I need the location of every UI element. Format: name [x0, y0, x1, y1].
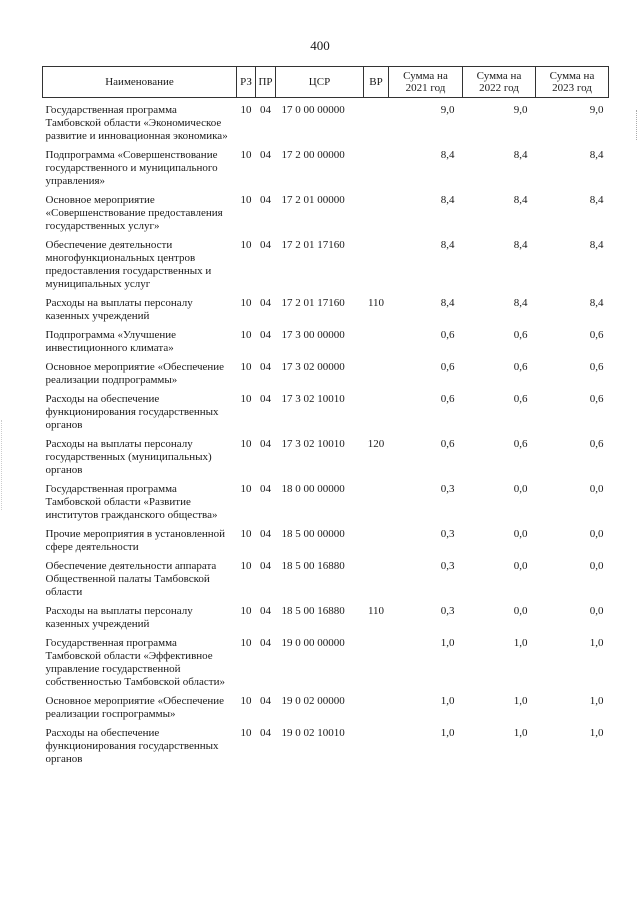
cell-rz: 10 — [240, 605, 252, 617]
cell-name: Подпрограмма «Совершенствование государственного и муниципального управления» — [45, 149, 218, 187]
cell-sum-2023: 0,0 — [589, 483, 604, 495]
cell-sum-2023: 8,4 — [589, 239, 604, 251]
table-body — [43, 98, 609, 773]
cell-sum-2022: 0,0 — [513, 528, 528, 540]
cell-sum-2021: 1,0 — [440, 695, 455, 707]
page-number: 400 — [310, 38, 330, 53]
cell-vr — [364, 194, 389, 239]
header-sum-2023: Сумма на 2023 год — [536, 67, 609, 98]
table-row — [43, 528, 609, 560]
cell-name: Расходы на обеспечение функционирования государственных органов — [45, 727, 219, 765]
cell-rz: 10 — [240, 329, 252, 341]
header-vr: ВР — [364, 67, 389, 98]
cell-name: Расходы на выплаты персоналу государственных (муниципальных) органов — [45, 438, 212, 476]
cell-sum-2021: 0,6 — [440, 329, 455, 341]
header-rz: РЗ — [237, 67, 256, 98]
cell-rz: 10 — [240, 483, 252, 495]
cell-rz: 10 — [240, 438, 252, 450]
cell-pr: 04 — [260, 149, 271, 161]
cell-sum-2021: 0,6 — [440, 393, 455, 405]
cell-sum-2021: 0,6 — [440, 361, 455, 373]
cell-name: Обеспечение деятельности аппарата Общественной палаты Тамбовской области — [45, 560, 217, 598]
cell-csr: 17 2 01 17160 — [281, 239, 345, 251]
budget-table — [42, 66, 609, 772]
cell-pr: 04 — [260, 605, 271, 617]
table-row — [43, 297, 609, 329]
cell-sum-2022: 8,4 — [513, 297, 528, 309]
cell-name: Государственная программа Тамбовской области «Экономическое развитие и инновационная экономика» — [45, 104, 228, 142]
cell-sum-2022: 8,4 — [513, 239, 528, 251]
cell-csr: 19 0 02 10010 — [281, 727, 345, 739]
cell-sum-2023: 0,6 — [589, 361, 604, 373]
cell-vr — [364, 98, 389, 150]
header-csr: ЦСР — [276, 67, 364, 98]
cell-rz: 10 — [240, 149, 252, 161]
cell-rz: 10 — [240, 297, 252, 309]
cell-sum-2022: 8,4 — [513, 149, 528, 161]
cell-sum-2021: 8,4 — [440, 149, 455, 161]
cell-name: Расходы на выплаты персоналу казенных учреждений — [45, 297, 193, 322]
cell-name: Расходы на выплаты персоналу казенных учреждений — [45, 605, 193, 630]
cell-pr: 04 — [260, 361, 271, 373]
table-header-row — [43, 67, 609, 98]
cell-vr — [364, 637, 389, 695]
cell-sum-2023: 8,4 — [589, 297, 604, 309]
header-pr: ПР — [256, 67, 276, 98]
cell-csr: 18 5 00 16880 — [281, 560, 345, 572]
cell-vr: 110 — [367, 605, 385, 617]
cell-csr: 18 5 00 00000 — [281, 528, 345, 540]
cell-sum-2022: 0,6 — [513, 438, 528, 450]
cell-csr: 17 3 02 10010 — [281, 438, 345, 450]
cell-csr: 17 2 01 17160 — [281, 297, 345, 309]
cell-sum-2023: 0,0 — [589, 560, 604, 572]
cell-csr: 19 0 00 00000 — [281, 637, 345, 649]
cell-rz: 10 — [240, 637, 252, 649]
cell-rz: 10 — [240, 528, 252, 540]
cell-sum-2023: 9,0 — [589, 104, 604, 116]
cell-sum-2021: 1,0 — [440, 637, 455, 649]
cell-pr: 04 — [260, 483, 271, 495]
cell-sum-2021: 0,3 — [440, 560, 455, 572]
cell-name: Государственная программа Тамбовской области «Развитие институтов гражданского общества» — [45, 483, 218, 521]
cell-pr: 04 — [260, 637, 271, 649]
cell-rz: 10 — [240, 239, 252, 251]
cell-name: Обеспечение деятельности многофункциональных центров предоставления государственных и муниципальных услуг — [45, 239, 212, 290]
table-row — [43, 483, 609, 528]
cell-sum-2022: 0,6 — [513, 361, 528, 373]
cell-rz: 10 — [240, 560, 252, 572]
cell-csr: 17 3 02 10010 — [281, 393, 345, 405]
cell-sum-2023: 8,4 — [589, 149, 604, 161]
cell-sum-2022: 9,0 — [513, 104, 528, 116]
cell-csr: 17 2 01 00000 — [281, 194, 345, 206]
cell-rz: 10 — [240, 727, 252, 739]
cell-vr: 120 — [367, 438, 385, 450]
header-sum-2021: Сумма на 2021 год — [389, 67, 463, 98]
cell-vr: 110 — [367, 297, 385, 309]
cell-sum-2021: 9,0 — [440, 104, 455, 116]
table-row — [43, 605, 609, 637]
cell-vr — [364, 560, 389, 605]
cell-pr: 04 — [260, 104, 271, 116]
cell-sum-2022: 0,0 — [513, 483, 528, 495]
cell-name: Прочие мероприятия в установленной сфере деятельности — [45, 528, 226, 553]
cell-pr: 04 — [260, 329, 271, 341]
cell-sum-2022: 0,0 — [513, 605, 528, 617]
cell-pr: 04 — [260, 194, 271, 206]
cell-sum-2022: 0,6 — [513, 329, 528, 341]
scan-edge-mark-left — [1, 420, 3, 510]
table-row — [43, 194, 609, 239]
cell-name: Расходы на обеспечение функционирования государственных органов — [45, 393, 219, 431]
cell-sum-2023: 0,6 — [589, 329, 604, 341]
cell-sum-2022: 8,4 — [513, 194, 528, 206]
table-row — [43, 637, 609, 695]
table-row — [43, 727, 609, 772]
cell-sum-2021: 8,4 — [440, 194, 455, 206]
table-row — [43, 438, 609, 483]
cell-sum-2022: 1,0 — [513, 695, 528, 707]
cell-sum-2022: 0,6 — [513, 393, 528, 405]
cell-vr — [364, 239, 389, 297]
cell-csr: 17 3 00 00000 — [281, 329, 345, 341]
cell-sum-2023: 0,6 — [589, 393, 604, 405]
cell-rz: 10 — [240, 393, 252, 405]
header-sum-2022: Сумма на 2022 год — [463, 67, 536, 98]
cell-vr — [364, 483, 389, 528]
table-row — [43, 98, 609, 150]
cell-sum-2021: 0,3 — [440, 605, 455, 617]
table-row — [43, 239, 609, 297]
cell-pr: 04 — [260, 528, 271, 540]
cell-pr: 04 — [260, 297, 271, 309]
cell-name: Государственная программа Тамбовской области «Эффективное управление государственной собственностью Тамбовской области» — [45, 637, 225, 688]
cell-vr — [364, 361, 389, 393]
table-row — [43, 149, 609, 194]
cell-vr — [364, 695, 389, 727]
cell-rz: 10 — [240, 361, 252, 373]
cell-sum-2023: 0,0 — [589, 605, 604, 617]
cell-sum-2022: 1,0 — [513, 727, 528, 739]
cell-name: Подпрограмма «Улучшение инвестиционного климата» — [45, 329, 177, 354]
cell-sum-2023: 8,4 — [589, 194, 604, 206]
table-row — [43, 560, 609, 605]
header-name: Наименование — [43, 67, 237, 98]
cell-pr: 04 — [260, 438, 271, 450]
cell-name: Основное мероприятие «Совершенствование предоставления государственных услуг» — [45, 194, 223, 232]
cell-vr — [364, 727, 389, 772]
cell-name: Основное мероприятие «Обеспечение реализации госпрограммы» — [45, 695, 225, 720]
cell-csr: 17 0 00 00000 — [281, 104, 345, 116]
table-row — [43, 361, 609, 393]
cell-sum-2021: 1,0 — [440, 727, 455, 739]
cell-rz: 10 — [240, 104, 252, 116]
cell-pr: 04 — [260, 393, 271, 405]
cell-sum-2023: 1,0 — [589, 637, 604, 649]
table-row — [43, 393, 609, 438]
cell-name: Основное мероприятие «Обеспечение реализации подпрограммы» — [45, 361, 225, 386]
cell-pr: 04 — [260, 727, 271, 739]
cell-vr — [364, 149, 389, 194]
cell-sum-2023: 0,0 — [589, 528, 604, 540]
cell-csr: 19 0 02 00000 — [281, 695, 345, 707]
cell-csr: 17 3 02 00000 — [281, 361, 345, 373]
cell-rz: 10 — [240, 695, 252, 707]
cell-vr — [364, 528, 389, 560]
cell-pr: 04 — [260, 695, 271, 707]
cell-sum-2023: 0,6 — [589, 438, 604, 450]
cell-csr: 18 5 00 16880 — [281, 605, 345, 617]
cell-sum-2022: 0,0 — [513, 560, 528, 572]
cell-sum-2021: 0,6 — [440, 438, 455, 450]
cell-vr — [364, 329, 389, 361]
cell-vr — [364, 393, 389, 438]
cell-rz: 10 — [240, 194, 252, 206]
scan-edge-mark — [636, 110, 638, 140]
cell-sum-2021: 0,3 — [440, 528, 455, 540]
cell-pr: 04 — [260, 560, 271, 572]
cell-sum-2023: 1,0 — [589, 727, 604, 739]
table-row — [43, 329, 609, 361]
cell-sum-2022: 1,0 — [513, 637, 528, 649]
cell-sum-2021: 8,4 — [440, 297, 455, 309]
cell-csr: 18 0 00 00000 — [281, 483, 345, 495]
cell-sum-2021: 0,3 — [440, 483, 455, 495]
cell-sum-2023: 1,0 — [589, 695, 604, 707]
cell-csr: 17 2 00 00000 — [281, 149, 345, 161]
cell-sum-2021: 8,4 — [440, 239, 455, 251]
table-row — [43, 695, 609, 727]
cell-pr: 04 — [260, 239, 271, 251]
